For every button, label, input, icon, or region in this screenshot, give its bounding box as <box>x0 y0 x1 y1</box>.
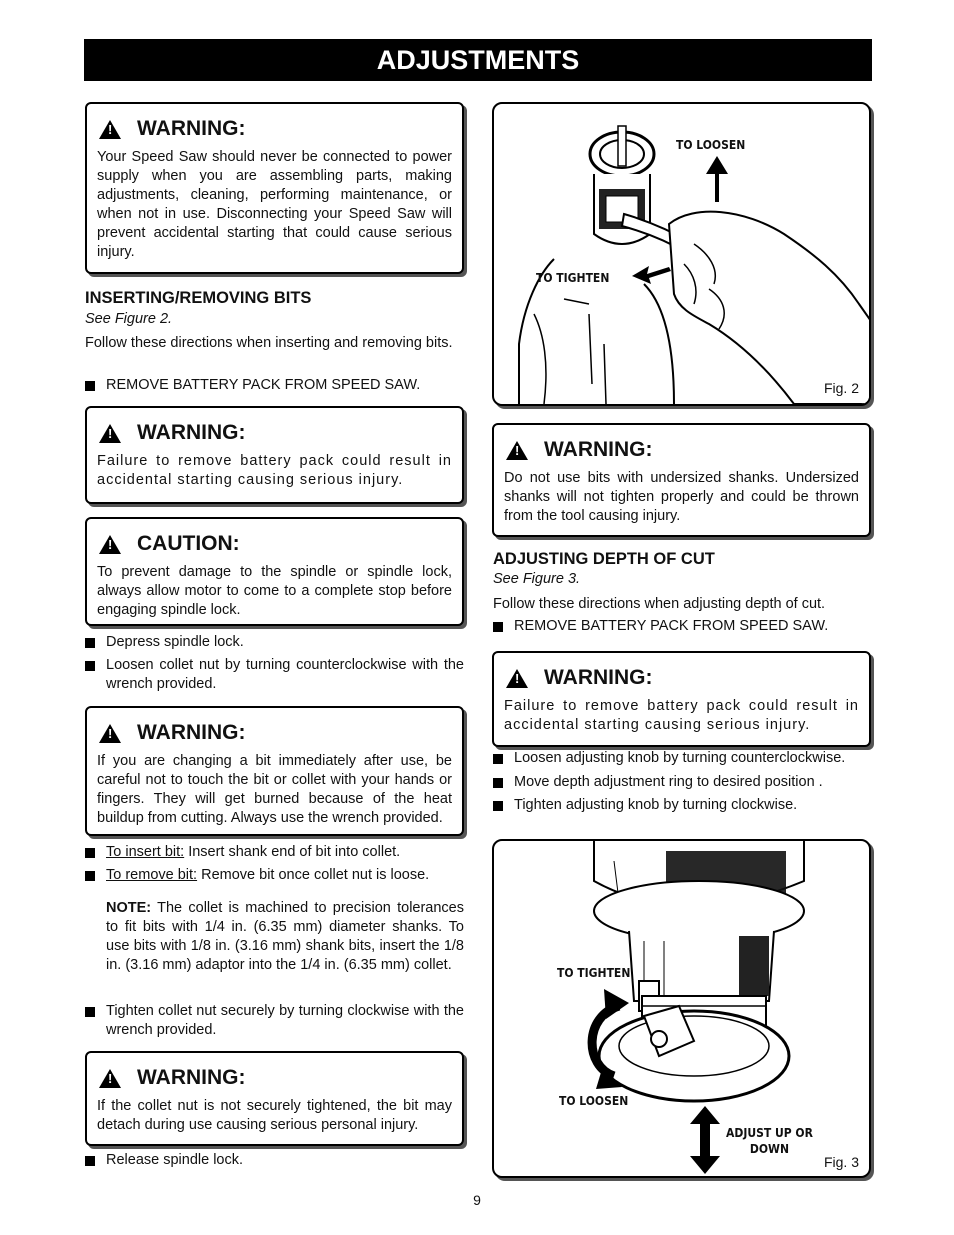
note-text: The collet is machined to precision tolerances to fit bits with 1/4 in. (6.35 mm) diameter shanks. To use bits with 1/8 in. (3.16 mm) shank bits, insert the 1/8 in. (3.16 mm) adaptor into the 1/4 in. (6.35 mm) collet. <box>106 900 464 973</box>
depth-adjust-illustration <box>494 841 871 1178</box>
see-figure-2: See Figure 2. <box>85 311 173 327</box>
bullet-remove-battery: REMOVE BATTERY PACK FROM SPEED SAW. <box>85 376 464 395</box>
callout-to-loosen: TO LOOSEN <box>559 1094 629 1108</box>
figure-label: Fig. 2 <box>823 380 859 396</box>
warning-title: WARNING: <box>137 1066 246 1089</box>
bullet-remove-bit <box>85 866 464 885</box>
warning-title: WARNING: <box>544 438 653 461</box>
bullet-loosen-knob: Loosen adjusting knob by turning counterclockwise. <box>493 749 872 768</box>
warning-box-undersized-shanks <box>492 423 871 537</box>
caution-title: CAUTION: <box>137 532 240 555</box>
callout-to-tighten: TO TIGHTEN <box>536 271 610 285</box>
remove-bit-text: Remove bit once collet nut is loose. <box>197 867 430 883</box>
warning-text: Failure to remove battery pack could result in accidental starting causing serious injury. <box>504 698 859 733</box>
warning-box-power-supply <box>85 102 464 274</box>
warning-triangle-icon <box>506 441 528 460</box>
bullet-remove-battery-2: REMOVE BATTERY PACK FROM SPEED SAW. <box>493 617 872 636</box>
depth-intro: Follow these directions when adjusting depth of cut. <box>493 596 826 612</box>
bullet-tighten-collet: Tighten collet nut securely by turning clockwise with the wrench provided. <box>85 1002 464 1040</box>
bullet-tighten-knob: Tighten adjusting knob by turning clockwise. <box>493 796 872 815</box>
warning-title: WARNING: <box>137 721 246 744</box>
caution-text: To prevent damage to the spindle or spindle lock, always allow motor to come to a complete stop before engaging spindle lock. <box>97 564 452 618</box>
callout-to-loosen: TO LOOSEN <box>676 138 746 152</box>
remove-bit-label: To remove bit: <box>106 867 198 883</box>
see-figure-3: See Figure 3. <box>493 571 581 587</box>
warning-box-collet-nut <box>85 1051 464 1146</box>
adjust-line-1: ADJUST UP OR <box>726 1126 813 1140</box>
bullet-move-ring: Move depth adjustment ring to desired position . <box>493 773 872 792</box>
page-number: 9 <box>473 1192 481 1208</box>
note-label: NOTE: <box>106 900 152 916</box>
callout-to-tighten: TO TIGHTEN <box>557 966 631 980</box>
warning-title: WARNING: <box>137 117 246 140</box>
warning-text: If the collet nut is not securely tightened, the bit may detach during use causing serious personal injury. <box>97 1098 452 1133</box>
warning-triangle-icon <box>99 535 121 554</box>
warning-triangle-icon <box>99 424 121 443</box>
section-heading-inserting-bits: INSERTING/REMOVING BITS <box>85 289 312 307</box>
figure-3 <box>492 839 871 1178</box>
bullet-loosen-collet: Loosen collet nut by turning counterclockwise with the wrench provided. <box>85 656 464 694</box>
page-title: ADJUSTMENTS <box>84 39 872 81</box>
bullet-depress-spindle: Depress spindle lock. <box>85 633 464 652</box>
warning-box-battery <box>85 406 464 504</box>
warning-box-hot-bit <box>85 706 464 836</box>
warning-triangle-icon <box>99 724 121 743</box>
callout-adjust-up-down <box>726 1125 813 1157</box>
section-heading-depth-of-cut: ADJUSTING DEPTH OF CUT <box>493 550 715 568</box>
insert-bit-text: Insert shank end of bit into collet. <box>184 844 401 860</box>
warning-text: Failure to remove battery pack could result in accidental starting causing serious injury. <box>97 453 452 488</box>
warning-triangle-icon <box>506 669 528 688</box>
caution-box-spindle <box>85 517 464 626</box>
inserting-intro: Follow these directions when inserting and removing bits. <box>85 335 453 351</box>
collet-note <box>106 899 464 975</box>
insert-bit-label: To insert bit: <box>106 844 185 860</box>
bullet-insert-bit <box>85 843 464 862</box>
bullet-release-spindle: Release spindle lock. <box>85 1151 464 1170</box>
warning-text: If you are changing a bit immediately after use, be careful not to touch the bit or collet with your hands or fingers. They will get burned because of the heat buildup from cutting. Always use the wrench provided. <box>97 753 452 826</box>
warning-box-battery-2 <box>492 651 871 747</box>
warning-title: WARNING: <box>544 666 653 689</box>
warning-text: Your Speed Saw should never be connected to power supply when you are assembling parts, making adjustments, cleaning, performing maintenance, or when not in use. Disconnecting your Speed Saw will prevent accidental starting that could cause serious injury. <box>97 149 452 260</box>
adjust-line-2: DOWN <box>749 1142 789 1156</box>
warning-title: WARNING: <box>137 421 246 444</box>
warning-triangle-icon <box>99 120 121 139</box>
figure-label: Fig. 3 <box>823 1154 859 1170</box>
warning-text: Do not use bits with undersized shanks. Undersized shanks will not tighten properly and could be thrown from the tool causing injury. <box>504 470 859 524</box>
warning-triangle-icon <box>99 1069 121 1088</box>
figure-2 <box>492 102 871 406</box>
